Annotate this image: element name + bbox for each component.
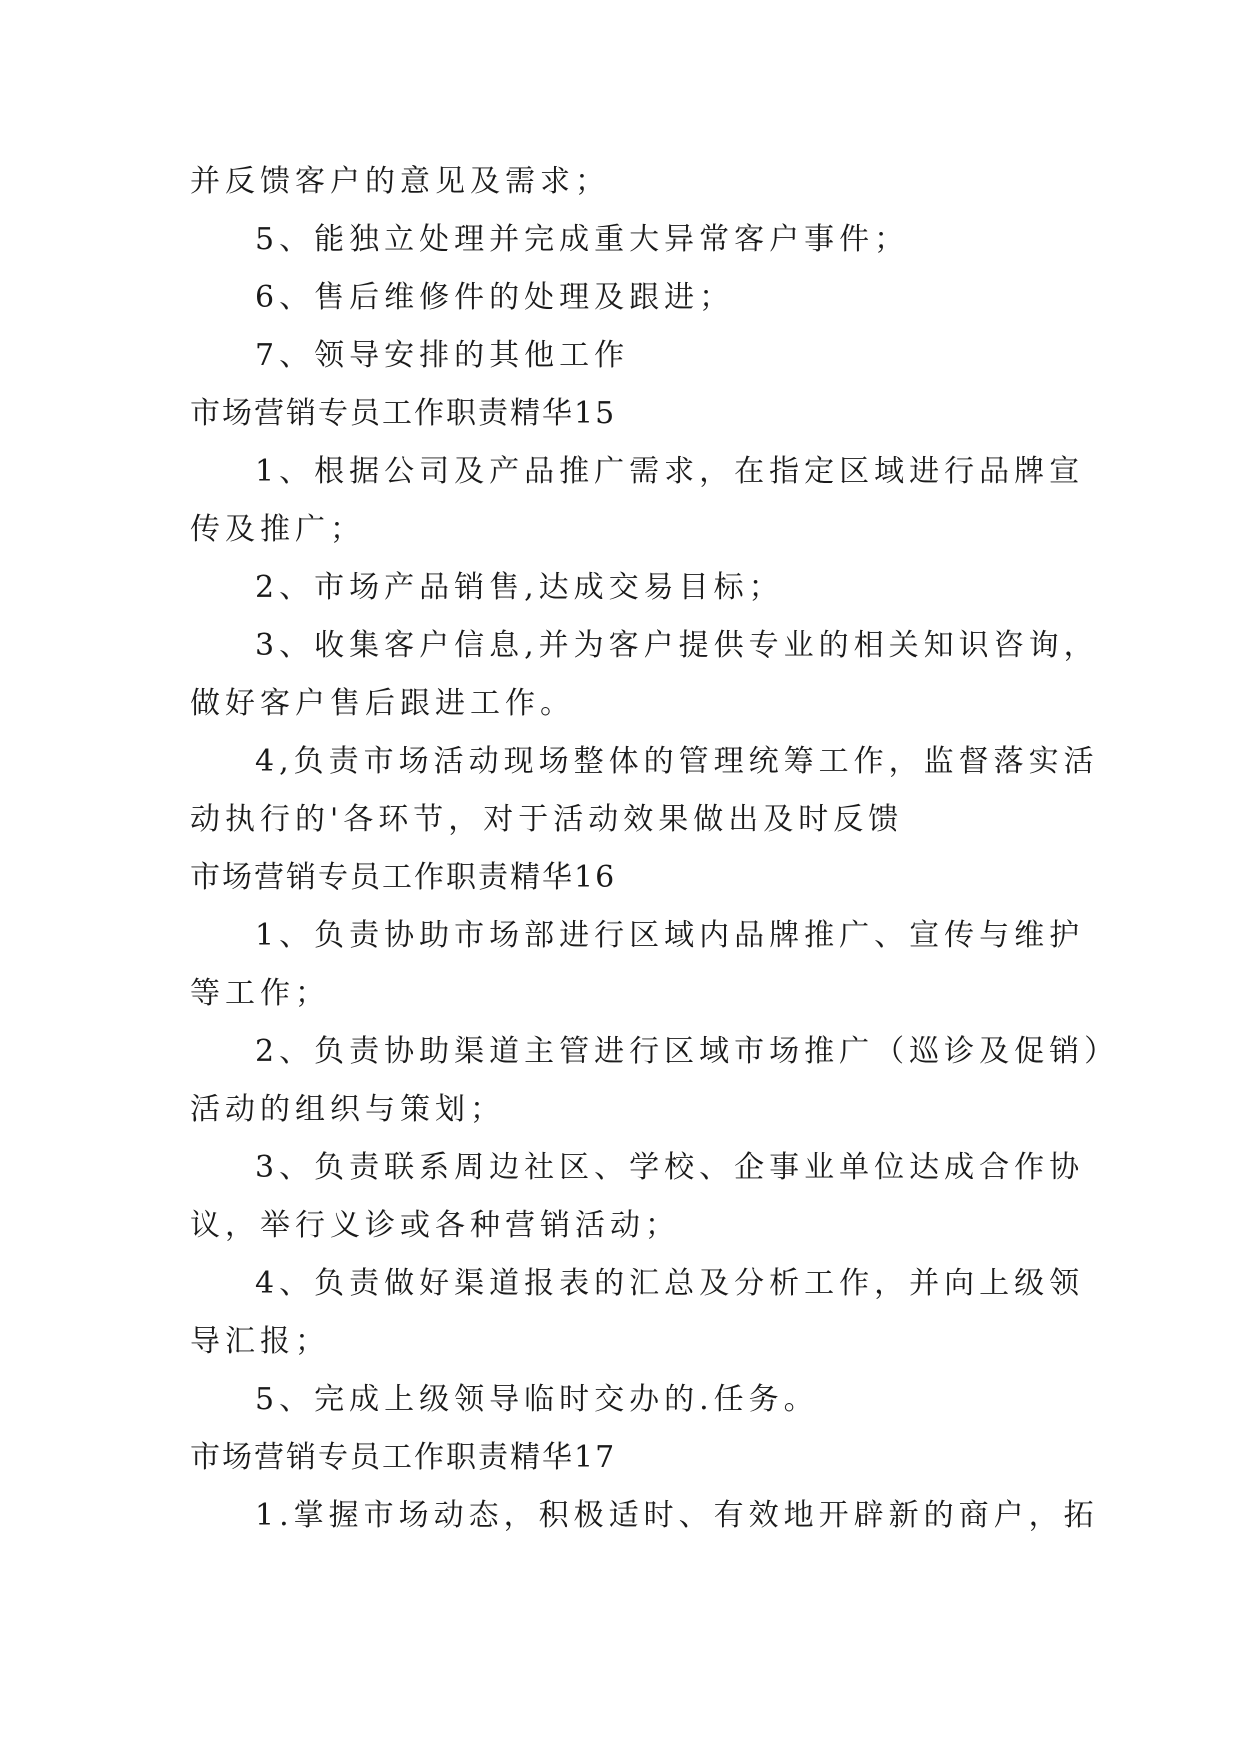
list-item: 1、负责协助市场部进行区域内品牌推广、宣传与维护 (255, 918, 1085, 953)
list-item: 5、完成上级领导临时交办的.任务。 (255, 1382, 819, 1417)
body-text-line: 导汇报； (190, 1324, 330, 1359)
body-text-line: 传及推广； (190, 512, 365, 547)
list-item: 3、收集客户信息,并为客户提供专业的相关知识咨询， (255, 628, 1099, 663)
list-item: 4,负责市场活动现场整体的管理统筹工作，监督落实活 (255, 744, 1099, 779)
list-item: 5、能独立处理并完成重大异常客户事件； (255, 222, 910, 257)
list-item: 6、售后维修件的处理及跟进； (255, 280, 735, 315)
body-text-line: 动执行的'各环节，对于活动效果做出及时反馈 (190, 802, 904, 837)
list-item: 4、负责做好渠道报表的汇总及分析工作，并向上级领 (255, 1266, 1085, 1301)
body-text-line: 活动的组织与策划； (190, 1092, 505, 1127)
list-item: 2、市场产品销售,达成交易目标； (255, 570, 784, 605)
body-text-line: 议，举行义诊或各种营销活动； (190, 1208, 680, 1243)
list-item: 3、负责联系周边社区、学校、企事业单位达成合作协 (255, 1150, 1085, 1185)
body-text-line: 做好客户售后跟进工作。 (190, 686, 575, 721)
list-item: 2、负责协助渠道主管进行区域市场推广（巡诊及促销） (255, 1034, 1120, 1069)
list-item: 7、领导安排的其他工作 (255, 338, 630, 373)
section-heading: 市场营销专员工作职责精华15 (190, 396, 617, 431)
section-heading: 市场营销专员工作职责精华16 (190, 860, 617, 895)
list-item: 1、根据公司及产品推广需求，在指定区域进行品牌宣 (255, 454, 1085, 489)
list-item: 1.掌握市场动态，积极适时、有效地开辟新的商户，拓 (255, 1498, 1099, 1533)
body-text-line: 等工作； (190, 976, 330, 1011)
section-heading: 市场营销专员工作职责精华17 (190, 1440, 617, 1475)
body-text-line: 并反馈客户的意见及需求； (190, 164, 610, 199)
